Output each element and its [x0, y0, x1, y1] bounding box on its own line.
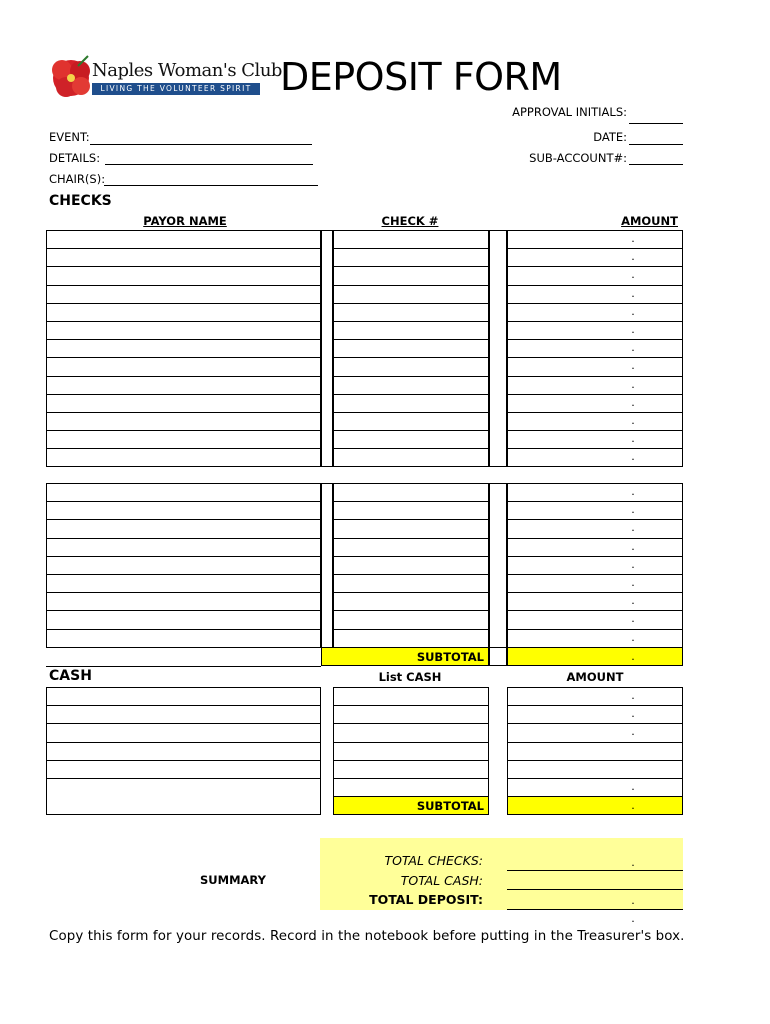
org-name: Naples Woman's Club [92, 60, 282, 81]
table-row-line [507, 574, 683, 575]
amount-dot: . [631, 856, 635, 869]
chairs-field[interactable] [104, 185, 318, 186]
amount-dot: . [631, 432, 635, 446]
table-row-line [507, 519, 683, 520]
amount-dot: . [631, 232, 635, 245]
table-row-line [507, 556, 683, 557]
table-row-line [46, 285, 321, 286]
cash-subtotal-value[interactable] [507, 796, 683, 815]
table-row-line [46, 538, 321, 539]
amount-dot: . [631, 557, 635, 571]
table-row-line [333, 742, 489, 743]
payor-name-header: PAYOR NAME [143, 214, 227, 228]
total-cash-field[interactable] [507, 889, 683, 890]
table-row-line [46, 266, 321, 267]
amount-dot: . [631, 395, 635, 409]
spacer-column [321, 230, 333, 467]
table-row-line [46, 357, 321, 358]
table-row-line [333, 248, 489, 249]
table-row-line [333, 538, 489, 539]
table-row-line [333, 357, 489, 358]
amount-dot: . [631, 304, 635, 318]
table-row-line [46, 556, 321, 557]
table-row-line [333, 266, 489, 267]
table-row-line [46, 430, 321, 431]
table-row-line [507, 285, 683, 286]
table-row-line [333, 376, 489, 377]
hibiscus-flower-icon [48, 54, 94, 100]
amount-dot: . [631, 268, 635, 282]
table-row-line [507, 339, 683, 340]
checks-subtotal-cell [321, 647, 489, 666]
table-row-line [507, 266, 683, 267]
check-number-header: CHECK # [381, 214, 439, 228]
table-row-line [507, 778, 683, 779]
table-row-line [333, 339, 489, 340]
amount-dot: . [631, 503, 635, 517]
table-row-line [46, 501, 321, 502]
table-row-line [333, 285, 489, 286]
total-cash-label: TOTAL CASH: [400, 873, 483, 888]
event-label: EVENT: [49, 130, 90, 144]
table-row-line [507, 760, 683, 761]
checks-subtotal-label: SUBTOTAL [416, 650, 484, 664]
table-row-line [333, 394, 489, 395]
table-row-line [46, 723, 321, 724]
table-row-line [333, 412, 489, 413]
spacer-column [489, 230, 507, 467]
chairs-label: CHAIR(S): [49, 172, 106, 186]
payor-column[interactable] [46, 483, 321, 648]
amount-dot: . [631, 341, 635, 355]
form-title: DEPOSIT FORM [280, 55, 562, 99]
amount-dot: . [631, 780, 635, 793]
table-row-line [46, 339, 321, 340]
table-row-line [46, 248, 321, 249]
amount-header: AMOUNT [621, 214, 678, 228]
table-row-line [507, 610, 683, 611]
table-row-line [46, 412, 321, 413]
table-row-line [507, 723, 683, 724]
check-number-column[interactable] [333, 483, 489, 648]
table-row-line [333, 723, 489, 724]
table-row-line [507, 629, 683, 630]
amount-dot: . [631, 612, 635, 626]
org-tagline: LIVING THE VOLUNTEER SPIRIT [92, 83, 260, 95]
cash-label-column[interactable] [46, 687, 321, 815]
total-deposit-label: TOTAL DEPOSIT: [369, 892, 483, 907]
details-label: DETAILS: [49, 151, 101, 165]
details-field[interactable] [105, 164, 313, 165]
table-row-line [507, 705, 683, 706]
table-row-line [46, 574, 321, 575]
table-row-line [333, 705, 489, 706]
table-row-line [46, 303, 321, 304]
table-row-line [333, 448, 489, 449]
table-row-line [46, 760, 321, 761]
total-deposit-field[interactable] [507, 909, 683, 910]
table-row-line [507, 394, 683, 395]
approval-initials-label: APPROVAL INITIALS: [512, 105, 627, 119]
amount-dot: . [631, 414, 635, 427]
cash-amount-header: AMOUNT [566, 670, 624, 684]
amount-dot: . [631, 799, 635, 812]
table-row-line [46, 742, 321, 743]
summary-label: SUMMARY [200, 873, 266, 887]
total-checks-label: TOTAL CHECKS: [384, 853, 483, 868]
amount-dot: . [631, 250, 635, 264]
table-row-line [333, 778, 489, 779]
table-row-line [507, 742, 683, 743]
spacer-column [321, 483, 333, 648]
table-row-line [507, 430, 683, 431]
table-row-line [507, 412, 683, 413]
amount-dot: . [631, 894, 635, 907]
table-row-line [333, 519, 489, 520]
event-field[interactable] [90, 144, 312, 145]
amount-dot: . [631, 912, 635, 925]
total-checks-field[interactable] [507, 870, 683, 871]
table-row-line [507, 248, 683, 249]
amount-dot: . [631, 359, 635, 373]
sub-account-label: SUB-ACCOUNT#: [529, 151, 627, 165]
amount-dot: . [631, 707, 635, 721]
checks-heading: CHECKS [49, 193, 112, 209]
amount-dot: . [631, 377, 635, 391]
amount-dot: . [631, 576, 635, 589]
table-row-line [46, 519, 321, 520]
table-row-line [507, 448, 683, 449]
table-row-line [333, 321, 489, 322]
amount-dot: . [631, 521, 635, 535]
table-row-line [333, 501, 489, 502]
amount-dot: . [631, 323, 635, 336]
amount-dot: . [631, 450, 635, 464]
cash-heading: CASH [49, 668, 92, 684]
table-row-line [333, 574, 489, 575]
amount-dot: . [631, 485, 635, 498]
date-label: DATE: [593, 130, 627, 144]
amount-column[interactable] [507, 483, 683, 648]
table-row-line [333, 556, 489, 557]
table-row-line [46, 778, 321, 779]
amount-dot: . [631, 725, 635, 739]
table-row-line [333, 303, 489, 304]
table-row-line [46, 321, 321, 322]
table-row-line [507, 592, 683, 593]
approval-initials-field[interactable] [629, 123, 683, 124]
sub-account-field[interactable] [629, 164, 683, 165]
table-row-line [333, 610, 489, 611]
amount-dot: . [631, 650, 635, 663]
table-row-line [333, 629, 489, 630]
table-row-line [46, 592, 321, 593]
list-cash-header: List CASH [378, 670, 442, 684]
footer-instructions: Copy this form for your records. Record in the notebook before putting in the Treasurer's box. [49, 929, 685, 944]
cash-subtotal-cell [333, 796, 489, 815]
table-row-line [46, 448, 321, 449]
date-field[interactable] [629, 144, 683, 145]
spacer-column [489, 647, 507, 666]
table-row-line [333, 760, 489, 761]
divider [46, 666, 321, 667]
table-row-line [46, 610, 321, 611]
table-row-line [333, 430, 489, 431]
spacer-column [489, 483, 507, 648]
table-row-line [507, 538, 683, 539]
table-row-line [333, 592, 489, 593]
table-row-line [507, 376, 683, 377]
amount-dot: . [631, 630, 635, 644]
amount-dot: . [631, 689, 635, 702]
table-row-line [507, 501, 683, 502]
table-row-line [507, 321, 683, 322]
table-row-line [46, 705, 321, 706]
table-row-line [507, 357, 683, 358]
checks-subtotal-value[interactable] [507, 647, 683, 666]
amount-dot: . [631, 539, 635, 553]
table-row-line [46, 394, 321, 395]
table-row-line [46, 376, 321, 377]
table-row-line [507, 303, 683, 304]
amount-dot: . [631, 594, 635, 608]
amount-dot: . [631, 286, 635, 300]
cash-subtotal-label: SUBTOTAL [416, 799, 484, 813]
table-row-line [46, 629, 321, 630]
